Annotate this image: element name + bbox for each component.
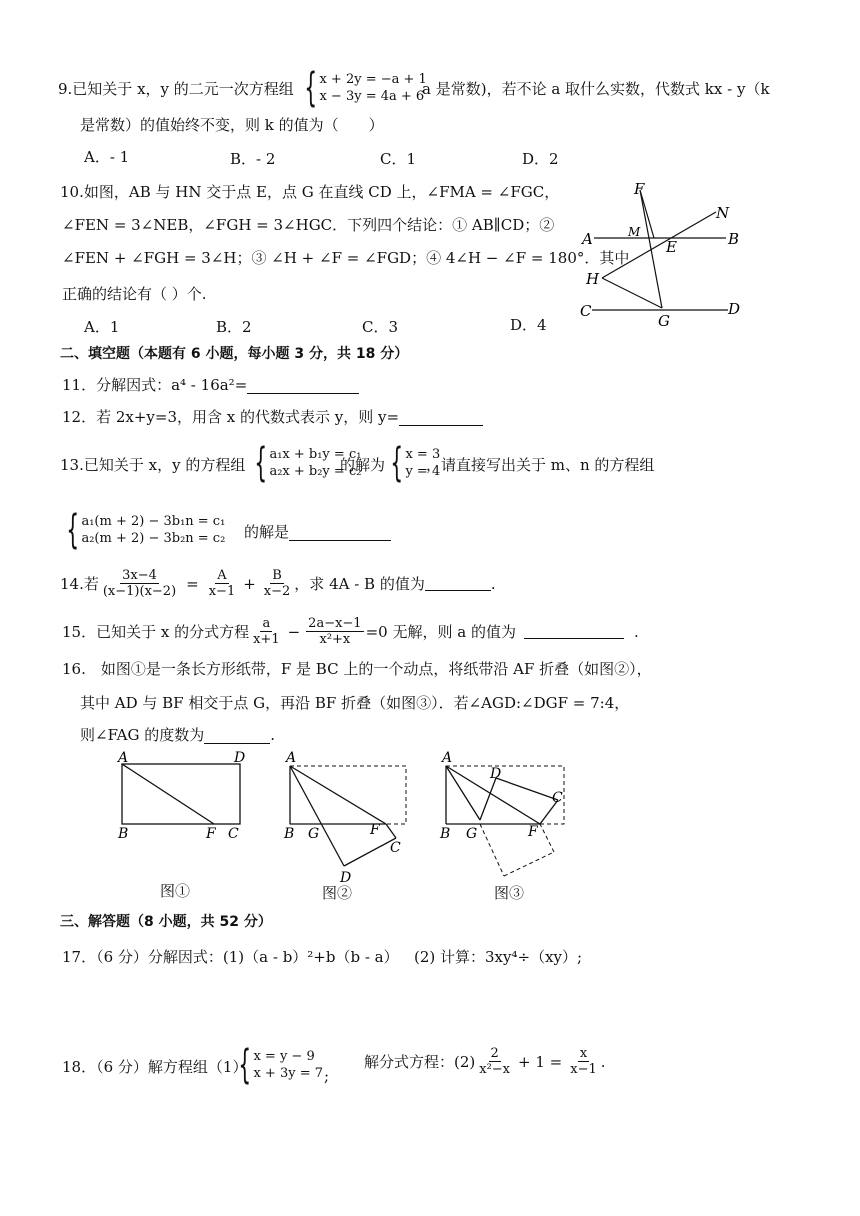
q13-prefix: 13.已知关于 x，y 的方程组 (60, 456, 246, 474)
q12-answer-blank[interactable] (399, 411, 483, 426)
q9-option-b: B．- 2 (230, 150, 276, 168)
q12-prompt: 12．若 2x+y=3，用含 x 的代数式表示 y，则 y= (62, 408, 400, 426)
svg-text:D: D (234, 750, 246, 766)
q18-f2-num: x (579, 1046, 588, 1061)
q13-system-1: { a₁x + b₁y = c₁ a₂x + b₂y = c₂ (254, 440, 362, 486)
q10-label-m: M (628, 225, 641, 239)
q9-equation-system: { x + 2y = −a + 1 x − 3y = 4a + 6 (304, 65, 427, 111)
q10-option-a: A．1 (84, 318, 120, 336)
q14-answer-blank[interactable] (425, 576, 491, 591)
q15-suffix: =0 无解，则 a 的值为 (365, 622, 516, 641)
q16-figure-3 (439, 750, 564, 876)
q10-line2: ∠FEN = 3∠NEB，∠FGH = 3∠HGC．下列四个结论：① AB∥CD；② (62, 216, 555, 234)
svg-text:C: C (552, 790, 563, 806)
q15-f2-num: 2a−x−1 (308, 616, 362, 631)
svg-text:G: G (466, 826, 478, 842)
q16-line1: 16. 如图①是一条长方形纸带，F 是 BC 上的一个动点，将纸带沿 AF 折叠（如图②）， (62, 660, 652, 678)
q10-label-h: H (586, 270, 600, 288)
q15-f2-den: x²+x (319, 632, 351, 647)
q13-eq4: a₂(m + 2) − 3b₂n = c₂ (81, 531, 226, 546)
q14-a-num: A (217, 568, 227, 583)
q11-text (62, 376, 359, 394)
section3-heading: 三、解答题（8 小题，共 52 分） (60, 914, 272, 930)
q9-option-c: C．1 (380, 150, 417, 168)
q15-f1-num: a (262, 616, 271, 631)
q18-f1-num: 2 (490, 1046, 499, 1061)
q18-prefix: 18．（6 分）解方程组（1） (62, 1058, 248, 1076)
q9-eq1: x + 2y = −a + 1 (319, 72, 427, 87)
q13-sol1: x = 3 (405, 447, 441, 462)
q13-sol2: y = 4 (405, 464, 441, 479)
q14-fraction-b (262, 568, 293, 599)
q13-eq2: a₂x + b₂y = c₂ (269, 464, 362, 479)
q9-option-d: D．2 (522, 150, 559, 168)
svg-text:F: F (528, 824, 538, 840)
q16-caption-2: 图② (322, 884, 353, 902)
q16-answer-blank[interactable] (204, 729, 270, 744)
q14-a-den: x−1 (208, 584, 236, 599)
q18-mid: 解分式方程：(2) (364, 1052, 476, 1071)
q17-part2: (2) 计算：3xy⁴÷（xy）; (414, 948, 583, 966)
q16-figure-1 (116, 750, 245, 842)
q18-f2-den: x−1 (570, 1062, 597, 1077)
q13-eq1: a₁x + b₁y = c₁ (269, 447, 362, 462)
q10-label-n: N (716, 204, 730, 222)
q10-line1: 10.如图，AB 与 HN 交于点 E，点 G 在直线 CD 上，∠FMA = ∠FGC， (60, 183, 560, 201)
q11-answer-blank[interactable] (247, 379, 359, 394)
q14-b-den: x−2 (263, 584, 291, 599)
q16-line3: 则∠FAG 的度数为 . (80, 726, 276, 744)
q13-suffix: ，请直接写出关于 m、n 的方程组 (426, 456, 655, 474)
q15-prefix: 15．已知关于 x 的分式方程 (62, 622, 250, 641)
svg-text:F: F (206, 826, 216, 842)
svg-text:B: B (118, 826, 129, 842)
q14-lhs-num: 3x−4 (122, 568, 157, 583)
svg-text:D: D (490, 766, 502, 782)
q12-text (62, 408, 483, 426)
q16-caption-3: 图③ (494, 884, 525, 902)
q14-fraction-a (207, 568, 238, 599)
q10-label-a: A (582, 230, 593, 248)
q18-fraction-2 (568, 1046, 599, 1077)
q10-label-f: F (634, 180, 645, 198)
q10-label-e: E (666, 238, 677, 256)
q14-lhs-fraction (101, 568, 178, 599)
q10-label-d: D (728, 300, 741, 318)
q15-fraction-2 (306, 616, 363, 647)
q14-equals: = (186, 574, 199, 593)
q16-figure-2 (283, 750, 406, 886)
q18-eq2: x + 3y = 7 (253, 1066, 323, 1081)
svg-text:F: F (370, 822, 380, 838)
svg-text:D: D (340, 870, 352, 886)
q14-line: 14.若 $\frac{3x-4}{(x-1)(x-2)}$ = $\frac{A}{x-1}$ + $\frac{B}{x-2}$ ，求 4A - B 的值为 . (60, 568, 496, 599)
section2-heading: 二、填空题（本题有 6 小题，每小题 3 分，共 18 分） (60, 346, 409, 362)
q9-line2: 是常数）的值始终不变，则 k 的值为（ ） (80, 116, 384, 134)
q18-eq1: x = y − 9 (253, 1049, 315, 1064)
q17-part1: 17．（6 分）分解因式：(1)（a - b）²+b（b - a） (62, 948, 399, 966)
q10-line3: ∠FEN + ∠FGH = 3∠H；③ ∠H + ∠F = ∠FGD；④ 4∠H − ∠F = 180°．其中 (62, 249, 630, 267)
svg-text:A: A (286, 750, 297, 766)
q13-tail (244, 523, 391, 541)
q15-minus: − (287, 622, 301, 641)
q14-suffix: ，求 4A - B 的值为 (294, 574, 425, 593)
svg-text:B: B (284, 826, 295, 842)
q14-prefix: 14.若 (60, 574, 99, 593)
q15-answer-blank[interactable] (524, 624, 624, 639)
q18-f1-den: x²−x (479, 1062, 511, 1077)
q14-lhs-den: (x−1)(x−2) (102, 584, 177, 599)
q18-system: { x = y − 9 x + 3y = 7 ; (238, 1042, 330, 1088)
svg-text:G: G (308, 826, 320, 842)
q10-geometry-figure (570, 178, 750, 328)
q13-system-2: { a₁(m + 2) − 3b₁n = c₁ a₂(m + 2) − 3b₂n = c₂ (66, 507, 226, 553)
q13-mid: 的解为 (340, 456, 386, 474)
q13-answer-blank[interactable] (289, 526, 391, 541)
q13-solution: { x = 3 y = 4 (390, 440, 441, 486)
q9-prefix: 9.已知关于 x，y 的二元一次方程组 (58, 80, 294, 98)
q16-line3-text: 则∠FAG 的度数为 (80, 726, 205, 744)
svg-text:C: C (228, 826, 239, 842)
q18-plus-one: + 1 = (518, 1052, 563, 1071)
q18-frac-equation (364, 1046, 606, 1077)
q9-eq2: x − 3y = 4a + 6 (319, 89, 425, 104)
q10-option-d: D．4 (510, 316, 547, 334)
q10-line4: 正确的结论有（ ）个. (62, 285, 207, 303)
q10-option-c: C．3 (362, 318, 399, 336)
q9-option-a: A．- 1 (84, 148, 130, 166)
q14-b-num: B (272, 568, 282, 583)
q18-end: . (600, 1052, 606, 1071)
svg-text:C: C (390, 840, 401, 856)
q16-caption-1: 图① (160, 882, 191, 900)
q10-label-g: G (658, 312, 670, 328)
svg-text:A: A (442, 750, 453, 766)
q15-f1-den: x+1 (253, 632, 280, 647)
q14-plus: + (243, 574, 256, 593)
q15-fraction-1 (251, 616, 282, 647)
q13-tail-text: 的解是 (244, 523, 290, 541)
q10-option-b: B．2 (216, 318, 252, 336)
svg-text:A: A (118, 750, 129, 766)
q10-label-b: B (728, 230, 740, 248)
q13-eq3: a₁(m + 2) − 3b₁n = c₁ (81, 514, 226, 529)
q18-sep: ; (324, 1067, 330, 1085)
svg-text:B: B (440, 826, 451, 842)
q18-fraction-1 (477, 1046, 512, 1077)
q9-suffix: a 是常数)，若不论 a 取什么实数，代数式 kx - y（k (422, 80, 770, 98)
q15-line: 15．已知关于 x 的分式方程 $\frac{a}{x+1}$ − $\frac{2a-x-1}{\text{x²+x}}$ =0 无解，则 a 的值为 . (62, 616, 639, 647)
q16-line2: 其中 AD 与 BF 相交于点 G，再沿 BF 折叠（如图③）．若∠AGD:∠DGF = 7:4， (80, 694, 630, 712)
q11-prompt: 11．分解因式：a⁴ - 16a²= (62, 376, 248, 394)
q10-label-c: C (580, 302, 592, 320)
